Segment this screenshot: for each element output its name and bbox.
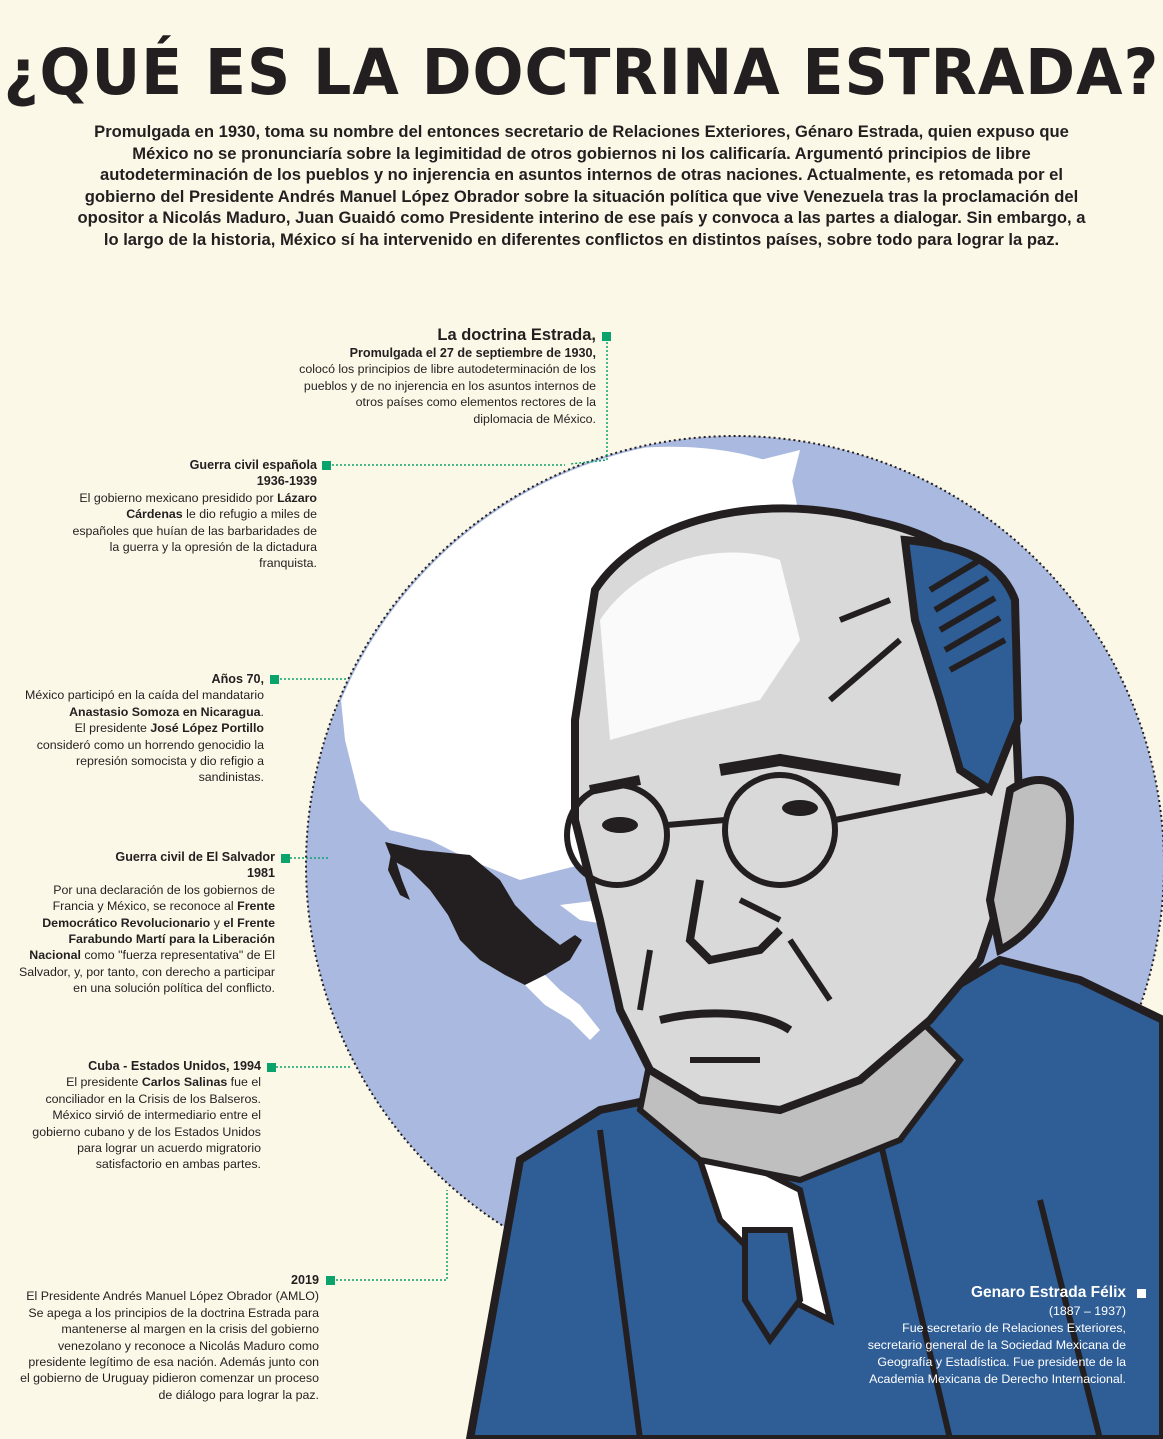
entry-years: 1981 bbox=[246, 866, 275, 881]
timeline-entry-nicaragua bbox=[24, 671, 264, 786]
entry-heading: La doctrina Estrada, bbox=[437, 326, 596, 344]
timeline-marker bbox=[281, 854, 290, 863]
entry-years: 1936-1939 bbox=[256, 474, 317, 489]
entry-text: El gobierno mexicano presidido por Lázaro Cárdenas le dio refugio a miles de españoles que huían de las barbaridades de la guerra y la opresión de la dictadura franquista. bbox=[72, 490, 317, 571]
timeline-entry-salvador bbox=[15, 849, 275, 997]
timeline-entry-cuba bbox=[21, 1058, 261, 1173]
entry-text: Por una declaración de los gobiernos de Francia y México, se reconoce al Frente Democrático Revolucionario y el Frente Farabundo Martí para la Liberación Nacional como "fuerza representativa" de El Salvador, y, por tanto, con derecho a participar en una solución política del conflicto. bbox=[19, 882, 275, 996]
entry-text: México participó en la caída del mandatario Anastasio Somoza en Nicaragua. bbox=[25, 688, 264, 719]
timeline-marker bbox=[270, 675, 279, 684]
entry-heading: Años 70, bbox=[211, 672, 264, 686]
timeline-marker bbox=[602, 332, 611, 341]
entry-heading: Guerra civil de El Salvador bbox=[115, 850, 275, 864]
entry-text-2: El presidente José López Portillo consideró como un horrendo genocidio la represión somocista y dio refigio a sandinistas. bbox=[36, 721, 264, 785]
timeline-entry-espana bbox=[72, 457, 317, 572]
timeline-entry-doctrina bbox=[296, 325, 596, 427]
entry-heading: Guerra civil española bbox=[189, 458, 317, 472]
entry-text-2: México sirvió de intermediario entre el gobierno cubano y de los Estados Unidos para lograr un acuerdo migratorio satisfactorio en ambas partes. bbox=[32, 1108, 261, 1172]
entry-text: El Presidente Andrés Manuel López Obrador (AMLO) Se apega a los principios de la doctrina Estrada para mantenerse al margen en la crisis del gobierno venezolano y reconoce a Nicolás Maduro como presidente legítimo de esa nación. Además junto con el gobierno de Uruguay pidieron comenzar un proceso de diálogo para lograr la paz. bbox=[20, 1289, 319, 1402]
entry-text: El presidente Carlos Salinas fue el conciliador en la Crisis de los Balseros. bbox=[45, 1075, 261, 1106]
entry-heading: Cuba - Estados Unidos, 1994 bbox=[88, 1059, 261, 1073]
caption-genaro-estrada bbox=[866, 1283, 1126, 1388]
timeline-marker bbox=[322, 461, 331, 470]
entry-heading: 2019 bbox=[290, 1273, 319, 1287]
intro-paragraph: Promulgada en 1930, toma su nombre del entonces secretario de Relaciones Exteriores, Génaro Estrada, quien expuso que México no se pronunciaría sobre la legimitidad de otros gobiernos ni los calificaría. Argumentó principios de libre autodeterminación de los pueblos y no injerencia en asuntos internos de otras naciones. Actualmente, es retomada por el gobierno del Presidente Andrés Manuel López Obrador sobre la situación política que vive Venezuela tras la proclamación del opositor a Nicolás Maduro, Juan Guaidó como Presidente interino de ese país y convoca a las partes a dialogar. Sin embargo, a lo largo de la historia, México sí ha intervenido en diferentes conflictos en distintos países, sobre todo para lograr la paz. bbox=[77, 122, 1086, 249]
caption-bio: Fue secretario de Relaciones Exteriores, secretario general de la Sociedad Mexicana de Geografía y Estadística. Fue presidente de la Academia Mexicana de Derecho Internacional. bbox=[867, 1321, 1126, 1386]
entry-text: colocó los principios de libre autodeterminación de los pueblos y de no injerencia en los asuntos internos de otros países como elementos rectores de la diplomacia de México. bbox=[299, 362, 596, 426]
page-title: ¿QUÉ ES LA DOCTRINA ESTRADA? bbox=[3, 36, 1160, 110]
caption-years: (1887 – 1937) bbox=[1048, 1304, 1126, 1318]
caption-name: Genaro Estrada Félix bbox=[970, 1284, 1126, 1301]
timeline-marker bbox=[326, 1276, 335, 1285]
entry-date: Promulgada el 27 de septiembre de 1930, bbox=[349, 346, 596, 360]
timeline-entry-amlo bbox=[19, 1272, 319, 1403]
caption-marker bbox=[1137, 1289, 1146, 1298]
timeline-marker bbox=[267, 1063, 276, 1072]
